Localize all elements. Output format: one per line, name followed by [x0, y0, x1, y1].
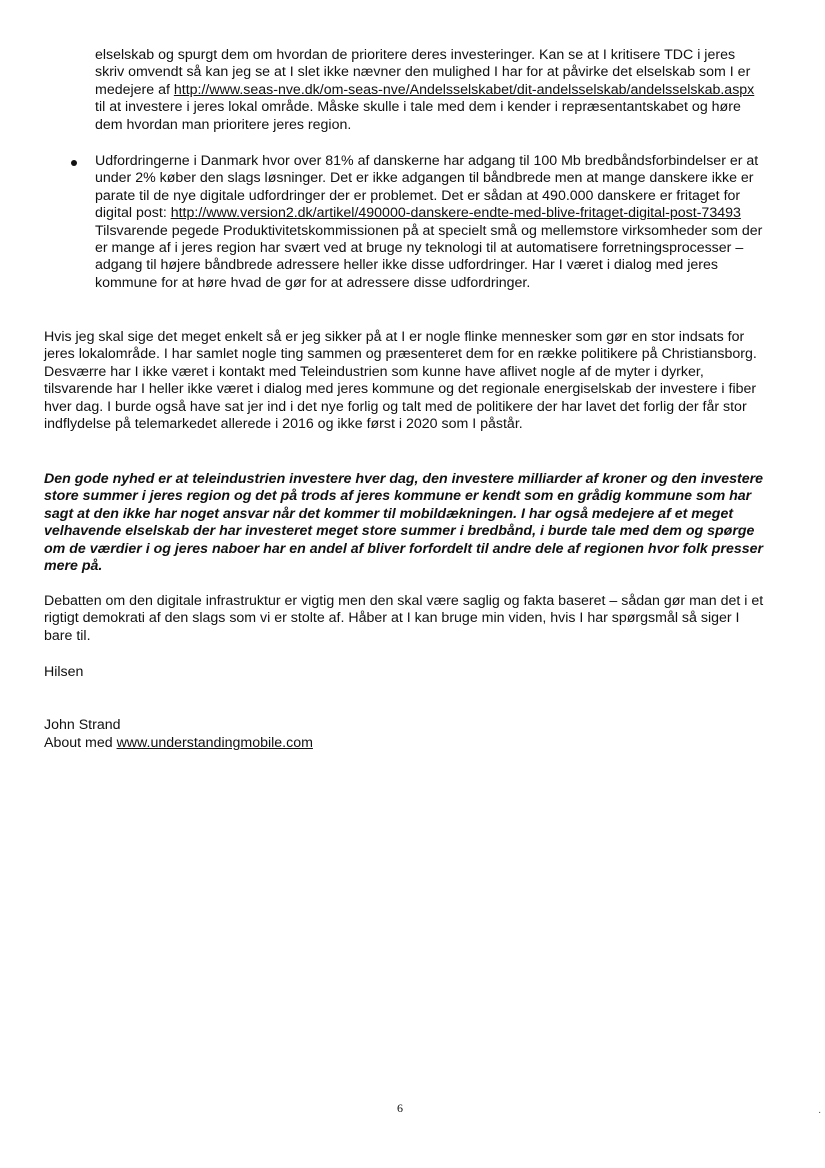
- bullet-item-udfordringer: [95, 153, 765, 292]
- paragraph-good-news: Den gode nyhed er at teleindustrien investere hver dag, den investere milliarder af kroner og den investere store summer i jeres region og det på trods af jeres kommune er kendt som en grådig kommune som har sagt at den ikke har noget ansvar når det kommer til mobildækningen. I har også medejere af et meget velhavende elselskab der har investeret meget store summer i bredbånd, i burde tale med dem og spørge om de værdier i og jeres naboer har en andel af bliver forfordelt til andre dele af regionen hvor folk presser mere på.: [44, 471, 764, 575]
- version2-link[interactable]: http://www.version2.dk/artikel/490000-danskere-endte-med-blive-fritaget-digital-post-73493: [170, 205, 741, 222]
- seas-nve-link[interactable]: http://www.seas-nve.dk/om-seas-nve/Andelsselskabet/dit-andelsselskab/andelsselskab.aspx: [173, 81, 755, 98]
- understandingmobile-link[interactable]: www.understandingmobile.com: [116, 735, 313, 751]
- scan-edge-mark: ·: [818, 1107, 822, 1118]
- greeting: Hilsen: [44, 664, 84, 680]
- paragraph-text: til at investere i jeres lokal område. Måske skulle i tale med dem i kender i repræsentantskabet og høre dem hvordan man prioritere jeres region.: [95, 99, 741, 133]
- signature-about: [44, 735, 764, 752]
- signature-name: John Strand: [44, 717, 121, 733]
- paragraph-text: Udfordringerne i Danmark hvor over 81% af danskerne har adgang til 100 Mb bredbåndsforbindelser er at under 2% køber den slags løsninger. Det er ikke adgangen til båndbrede men at mange danskere ikke er parate til de nye digitale udfordringer der er problemet. Det er sådan at 490.000 danskere er fritaget for digital post:: [95, 153, 759, 222]
- paragraph-text: elselskab og spurgt dem om hvordan de prioritere deres investeringer. Kan se at I kritisere TDC i jeres skriv omvendt så kan jeg se at I slet ikke nævner den mulighed I har for at påvirke det elselskab som I er medejere af: [95, 47, 751, 98]
- paragraph-summary: Hvis jeg skal sige det meget enkelt så er jeg sikker på at I er nogle flinke mennesker som gør en stor indsats for jeres lokalområde. I har samlet nogle ting sammen og præsenteret dem for en række politikere på Christiansborg. Desværre har I ikke været i kontakt med Teleindustrien som kunne have aflivet nogle af de myter i dyrker, tilsvarende har I heller ikke været i dialog med jeres kommune og det regionale energiselskab der investere i fiber hver dag. I burde også have sat jer ind i det nye forlig og talt med de politikere der har lavet det forlig der får stor indflydelse på telemarkedet allerede i 2016 og ikke først i 2020 som I påstår.: [44, 329, 757, 433]
- paragraph-debate: Debatten om den digitale infrastruktur er vigtig men den skal være saglig og fakta baseret – sådan gør man det i et rigtigt demokrati af den slags som vi er stolte af. Håber at I kan bruge min viden, hvis I har spørgsmål så siger I bare til.: [44, 593, 764, 644]
- paragraph-seas-nve: [95, 47, 765, 134]
- about-prefix: About med: [44, 735, 117, 751]
- paragraph-text: Tilsvarende pegede Produktivitetskommissionen på at specielt små og mellemstore virksomheder som der er mange af i jeres region har svært ved at bruge ny teknologi til at automatisere forretningsprocesser – adgang til højere båndbrede adressere heller ikke disse udfordringer. Har I været i dialog med jeres kommune for at høre hvad de gør for at adressere disse udfordringer.: [95, 222, 763, 291]
- page-number: 6: [397, 1101, 403, 1115]
- bullet-icon: [71, 160, 77, 166]
